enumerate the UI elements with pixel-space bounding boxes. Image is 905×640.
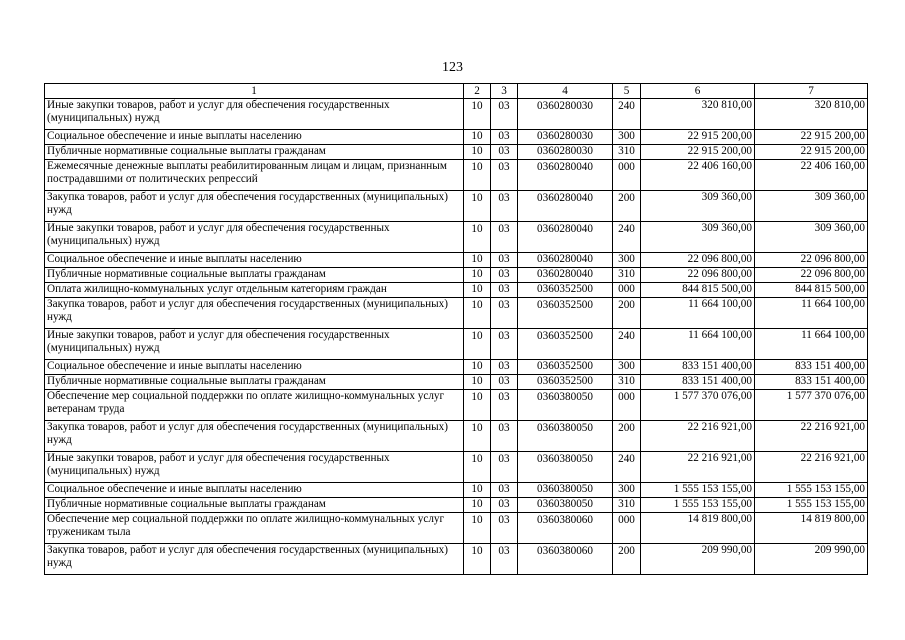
row-name-cell: Публичные нормативные социальные выплаты гражданам (45, 498, 464, 513)
row-amount-cell: 833 151 400,00 (755, 360, 868, 375)
row-expense-type-cell: 200 (613, 298, 641, 329)
row-target-item-cell: 0360352500 (518, 329, 613, 360)
row-subsection-cell: 03 (491, 222, 518, 253)
row-expense-type-cell: 310 (613, 375, 641, 390)
row-expense-type-cell: 300 (613, 130, 641, 145)
row-amount-cell: 1 555 153 155,00 (641, 483, 755, 498)
row-amount-cell: 11 664 100,00 (641, 329, 755, 360)
row-name-cell: Ежемесячные денежные выплаты реабилитированным лицам и лицам, признанным пострадавшими от политических репрессий (45, 160, 464, 191)
row-target-item-cell: 0360280030 (518, 130, 613, 145)
row-target-item-cell: 0360280040 (518, 253, 613, 268)
row-target-item-cell: 0360380060 (518, 513, 613, 544)
row-section-cell: 10 (464, 222, 491, 253)
row-amount-cell: 22 096 800,00 (755, 253, 868, 268)
row-amount-cell: 309 360,00 (755, 222, 868, 253)
row-target-item-cell: 0360380050 (518, 390, 613, 421)
table-row (45, 160, 868, 191)
row-section-cell: 10 (464, 268, 491, 283)
row-expense-type-cell: 240 (613, 452, 641, 483)
table-row (45, 145, 868, 160)
row-section-cell: 10 (464, 513, 491, 544)
row-amount-cell: 22 915 200,00 (641, 145, 755, 160)
table-row (45, 390, 868, 421)
row-section-cell: 10 (464, 130, 491, 145)
page-number: 123 (442, 60, 463, 75)
row-subsection-cell: 03 (491, 160, 518, 191)
row-subsection-cell: 03 (491, 99, 518, 130)
row-section-cell: 10 (464, 390, 491, 421)
row-amount-cell: 22 096 800,00 (755, 268, 868, 283)
row-section-cell: 10 (464, 452, 491, 483)
table-row (45, 329, 868, 360)
table-row (45, 253, 868, 268)
row-expense-type-cell: 310 (613, 145, 641, 160)
row-amount-cell: 22 216 921,00 (641, 452, 755, 483)
budget-table (44, 83, 868, 575)
row-target-item-cell: 0360380050 (518, 421, 613, 452)
row-target-item-cell: 0360380060 (518, 544, 613, 575)
table-row (45, 498, 868, 513)
row-name-cell: Социальное обеспечение и иные выплаты населению (45, 483, 464, 498)
row-amount-cell: 844 815 500,00 (641, 283, 755, 298)
table-row (45, 513, 868, 544)
row-amount-cell: 14 819 800,00 (641, 513, 755, 544)
row-expense-type-cell: 300 (613, 360, 641, 375)
row-amount-cell: 22 915 200,00 (641, 130, 755, 145)
row-amount-cell: 833 151 400,00 (641, 360, 755, 375)
row-subsection-cell: 03 (491, 329, 518, 360)
row-amount-cell: 11 664 100,00 (641, 298, 755, 329)
row-amount-cell: 11 664 100,00 (755, 329, 868, 360)
row-section-cell: 10 (464, 145, 491, 160)
row-amount-cell: 11 664 100,00 (755, 298, 868, 329)
row-amount-cell: 14 819 800,00 (755, 513, 868, 544)
row-amount-cell: 833 151 400,00 (755, 375, 868, 390)
row-amount-cell: 309 360,00 (755, 191, 868, 222)
row-target-item-cell: 0360280040 (518, 160, 613, 191)
row-target-item-cell: 0360380050 (518, 498, 613, 513)
row-section-cell: 10 (464, 360, 491, 375)
row-expense-type-cell: 240 (613, 329, 641, 360)
table-row (45, 130, 868, 145)
row-name-cell: Публичные нормативные социальные выплаты гражданам (45, 145, 464, 160)
row-amount-cell: 22 096 800,00 (641, 268, 755, 283)
row-name-cell: Иные закупки товаров, работ и услуг для обеспечения государственных (муниципальных) нужд (45, 329, 464, 360)
row-section-cell: 10 (464, 191, 491, 222)
row-amount-cell: 1 577 370 076,00 (755, 390, 868, 421)
table-row (45, 283, 868, 298)
row-section-cell: 10 (464, 375, 491, 390)
row-target-item-cell: 0360380050 (518, 483, 613, 498)
row-section-cell: 10 (464, 283, 491, 298)
row-name-cell: Оплата жилищно-коммунальных услуг отдельным категориям граждан (45, 283, 464, 298)
table-row (45, 99, 868, 130)
row-amount-cell: 22 216 921,00 (755, 452, 868, 483)
row-subsection-cell: 03 (491, 498, 518, 513)
row-name-cell: Обеспечение мер социальной поддержки по оплате жилищно-коммунальных услуг ветеранам труда (45, 390, 464, 421)
row-name-cell: Социальное обеспечение и иные выплаты населению (45, 130, 464, 145)
header-cell: 3 (491, 84, 518, 99)
row-subsection-cell: 03 (491, 283, 518, 298)
row-amount-cell: 22 406 160,00 (641, 160, 755, 191)
row-amount-cell: 844 815 500,00 (755, 283, 868, 298)
row-amount-cell: 1 577 370 076,00 (641, 390, 755, 421)
table-row (45, 360, 868, 375)
row-section-cell: 10 (464, 99, 491, 130)
row-name-cell: Закупка товаров, работ и услуг для обеспечения государственных (муниципальных) нужд (45, 421, 464, 452)
row-expense-type-cell: 000 (613, 390, 641, 421)
row-section-cell: 10 (464, 329, 491, 360)
row-subsection-cell: 03 (491, 360, 518, 375)
row-subsection-cell: 03 (491, 375, 518, 390)
table-row (45, 375, 868, 390)
row-subsection-cell: 03 (491, 483, 518, 498)
header-cell: 1 (45, 84, 464, 99)
row-expense-type-cell: 310 (613, 498, 641, 513)
row-expense-type-cell: 300 (613, 253, 641, 268)
row-expense-type-cell: 240 (613, 99, 641, 130)
row-amount-cell: 22 216 921,00 (755, 421, 868, 452)
row-amount-cell: 209 990,00 (755, 544, 868, 575)
row-expense-type-cell: 300 (613, 483, 641, 498)
header-row (45, 84, 868, 99)
row-section-cell: 10 (464, 421, 491, 452)
row-name-cell: Социальное обеспечение и иные выплаты населению (45, 253, 464, 268)
table-row (45, 298, 868, 329)
row-target-item-cell: 0360280040 (518, 191, 613, 222)
row-name-cell: Иные закупки товаров, работ и услуг для обеспечения государственных (муниципальных) нужд (45, 222, 464, 253)
row-amount-cell: 22 216 921,00 (641, 421, 755, 452)
row-name-cell: Закупка товаров, работ и услуг для обеспечения государственных (муниципальных) нужд (45, 298, 464, 329)
row-section-cell: 10 (464, 498, 491, 513)
row-target-item-cell: 0360352500 (518, 375, 613, 390)
row-amount-cell: 320 810,00 (755, 99, 868, 130)
row-amount-cell: 1 555 153 155,00 (755, 498, 868, 513)
row-subsection-cell: 03 (491, 421, 518, 452)
row-name-cell: Иные закупки товаров, работ и услуг для обеспечения государственных (муниципальных) нужд (45, 99, 464, 130)
row-target-item-cell: 0360280040 (518, 222, 613, 253)
row-section-cell: 10 (464, 483, 491, 498)
row-expense-type-cell: 000 (613, 283, 641, 298)
row-name-cell: Иные закупки товаров, работ и услуг для обеспечения государственных (муниципальных) нужд (45, 452, 464, 483)
row-expense-type-cell: 200 (613, 421, 641, 452)
row-section-cell: 10 (464, 160, 491, 191)
row-subsection-cell: 03 (491, 513, 518, 544)
table-row (45, 483, 868, 498)
row-target-item-cell: 0360352500 (518, 298, 613, 329)
row-name-cell: Публичные нормативные социальные выплаты гражданам (45, 375, 464, 390)
row-subsection-cell: 03 (491, 145, 518, 160)
row-name-cell: Закупка товаров, работ и услуг для обеспечения государственных (муниципальных) нужд (45, 544, 464, 575)
row-amount-cell: 209 990,00 (641, 544, 755, 575)
row-expense-type-cell: 310 (613, 268, 641, 283)
row-amount-cell: 22 096 800,00 (641, 253, 755, 268)
row-expense-type-cell: 200 (613, 191, 641, 222)
row-name-cell: Публичные нормативные социальные выплаты гражданам (45, 268, 464, 283)
row-name-cell: Обеспечение мер социальной поддержки по оплате жилищно-коммунальных услуг труженикам тыла (45, 513, 464, 544)
row-amount-cell: 309 360,00 (641, 191, 755, 222)
header-cell: 2 (464, 84, 491, 99)
row-subsection-cell: 03 (491, 130, 518, 145)
row-target-item-cell: 0360352500 (518, 283, 613, 298)
row-section-cell: 10 (464, 253, 491, 268)
row-name-cell: Закупка товаров, работ и услуг для обеспечения государственных (муниципальных) нужд (45, 191, 464, 222)
row-amount-cell: 1 555 153 155,00 (641, 498, 755, 513)
header-cell: 6 (641, 84, 755, 99)
row-subsection-cell: 03 (491, 390, 518, 421)
row-target-item-cell: 0360280040 (518, 268, 613, 283)
row-target-item-cell: 0360352500 (518, 360, 613, 375)
row-subsection-cell: 03 (491, 544, 518, 575)
row-expense-type-cell: 200 (613, 544, 641, 575)
header-cell: 5 (613, 84, 641, 99)
row-subsection-cell: 03 (491, 191, 518, 222)
table-row (45, 191, 868, 222)
row-target-item-cell: 0360280030 (518, 145, 613, 160)
row-subsection-cell: 03 (491, 268, 518, 283)
row-amount-cell: 320 810,00 (641, 99, 755, 130)
row-amount-cell: 22 406 160,00 (755, 160, 868, 191)
row-name-cell: Социальное обеспечение и иные выплаты населению (45, 360, 464, 375)
table-row (45, 421, 868, 452)
row-amount-cell: 309 360,00 (641, 222, 755, 253)
table-row (45, 268, 868, 283)
table-row (45, 222, 868, 253)
header-cell: 4 (518, 84, 613, 99)
row-target-item-cell: 0360280030 (518, 99, 613, 130)
row-expense-type-cell: 000 (613, 160, 641, 191)
row-expense-type-cell: 000 (613, 513, 641, 544)
row-amount-cell: 22 915 200,00 (755, 145, 868, 160)
row-amount-cell: 833 151 400,00 (641, 375, 755, 390)
row-section-cell: 10 (464, 298, 491, 329)
table-row (45, 452, 868, 483)
row-subsection-cell: 03 (491, 298, 518, 329)
row-subsection-cell: 03 (491, 452, 518, 483)
row-amount-cell: 22 915 200,00 (755, 130, 868, 145)
table-row (45, 544, 868, 575)
row-amount-cell: 1 555 153 155,00 (755, 483, 868, 498)
header-cell: 7 (755, 84, 868, 99)
row-target-item-cell: 0360380050 (518, 452, 613, 483)
row-expense-type-cell: 240 (613, 222, 641, 253)
row-section-cell: 10 (464, 544, 491, 575)
row-subsection-cell: 03 (491, 253, 518, 268)
